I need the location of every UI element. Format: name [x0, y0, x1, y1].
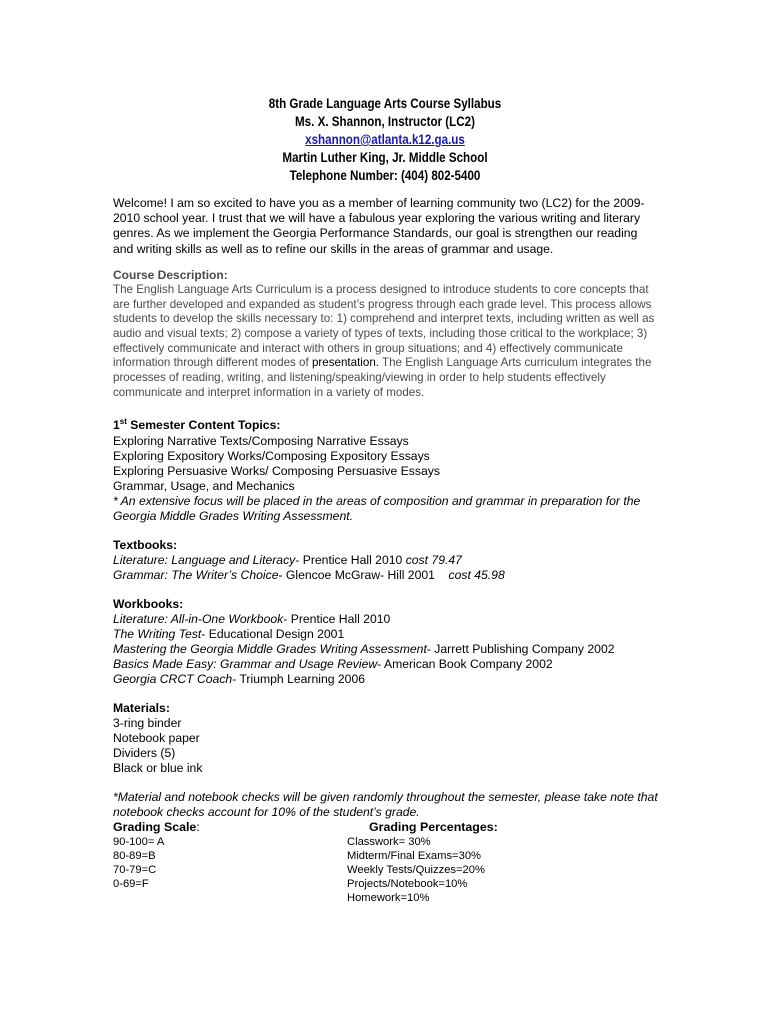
material-item: Black or blue ink — [113, 760, 203, 775]
semester-heading-num: 1 — [113, 418, 120, 433]
materials-heading: Materials: — [113, 700, 170, 715]
grading-scale-heading: Grading Scale — [113, 819, 197, 834]
material-item: Dividers (5) — [113, 745, 176, 760]
grading-columns — [113, 835, 658, 907]
workbook-title: Literature: All-in-One Workbook — [113, 611, 284, 626]
textbook-publisher: - Prentice Hall 2010 — [295, 552, 406, 567]
textbook-cost: cost 45.98 — [448, 567, 505, 582]
phone-line: Telephone Number: (404) 802-5400 — [289, 168, 481, 183]
semester-topics-section — [113, 414, 658, 523]
textbook-publisher: - Glencoe McGraw- Hill 2001 — [278, 567, 449, 582]
workbook-item — [113, 657, 658, 672]
topic-item: Exploring Narrative Texts/Composing Narrative Essays — [113, 433, 409, 448]
workbook-publisher: - American Book Company 2002 — [377, 656, 553, 671]
course-description-part1: The English Language Arts Curriculum is a process designed to introduce students to core concepts that are further developed and expanded as student’s progress through each grade level. This process allows students to develop the skills necessary to: 1) comprehend and interpret texts, including written as well as audio and visual texts; 2) compose a variety of types of texts, including those critical to the workplace; 3) effectively communicate and interact with others in group situations; and 4) effectively communicate information through different modes of — [113, 282, 655, 370]
materials-note: *Material and notebook checks will be given randomly throughout the semester, please take note that notebook checks account for 10% of the student’s grade. — [113, 789, 658, 819]
material-item: 3-ring binder — [113, 715, 182, 730]
semester-heading-rest: Semester Content Topics: — [126, 418, 281, 433]
textbook-cost: cost 79.47 — [405, 552, 462, 567]
workbook-title: The Writing Test — [113, 626, 202, 641]
semester-heading-sup: st — [119, 417, 127, 427]
workbook-title: Georgia CRCT Coach — [113, 671, 233, 686]
grade-percent-item: Classwork= 30% — [347, 835, 431, 848]
topic-item: Exploring Expository Works/Composing Expository Essays — [113, 448, 430, 463]
workbook-title: Mastering the Georgia Middle Grades Writing Assessment — [113, 641, 427, 656]
material-item: Notebook paper — [113, 730, 200, 745]
document-header — [54, 95, 716, 185]
welcome-paragraph: Welcome! I am so excited to have you as a member of learning community two (LC2) for the 2009-2010 school year. I trust that we will have a fabulous year exploring the various writing and literary genres. As we implement the Georgia Performance Standards, our goal is strengthen our reading and writing skills as well as to refine our skills in the areas of grammar and usage. — [113, 196, 645, 256]
school-name: Martin Luther King, Jr. Middle School — [282, 150, 488, 165]
grade-percent-item: Homework=10% — [347, 891, 430, 904]
grade-scale-item: 90-100= A — [113, 835, 165, 848]
materials-section — [113, 701, 658, 820]
textbook-item — [113, 553, 658, 568]
textbook-title: Grammar: The Writer’s Choice — [113, 567, 279, 582]
semester-note: * An extensive focus will be placed in the areas of composition and grammar in preparation for the Georgia Middle Grades Writing Assessment. — [113, 493, 641, 523]
document-body — [113, 196, 658, 907]
grading-section — [113, 820, 658, 907]
grading-scale-list — [113, 835, 164, 891]
grade-percent-item: Midterm/Final Exams=30% — [347, 849, 481, 862]
topic-item: Grammar, Usage, and Mechanics — [113, 478, 295, 493]
grading-headings — [113, 820, 658, 835]
grade-scale-item: 0-69=F — [113, 877, 149, 890]
course-description-text — [113, 283, 658, 401]
workbook-publisher: - Triumph Learning 2006 — [232, 671, 366, 686]
grade-scale-item: 80-89=B — [113, 849, 156, 862]
course-description-part2: The English Language Arts curriculum integrates the processes of reading, writing, and listening/speaking/viewing in order to help students effectively communicate and interpret information in a variety of modes. — [113, 356, 652, 399]
email-link[interactable]: xshannon@atlanta.k12.ga.us — [305, 132, 465, 147]
textbooks-section — [113, 538, 658, 583]
workbook-publisher: - Educational Design 2001 — [201, 626, 345, 641]
grading-percentages-heading: Grading Percentages: — [369, 819, 498, 834]
grading-scale-colon: : — [196, 819, 200, 834]
workbooks-heading: Workbooks: — [113, 596, 184, 611]
topic-item: Exploring Persuasive Works/ Composing Persuasive Essays — [113, 463, 440, 478]
document-title: 8th Grade Language Arts Course Syllabus — [268, 96, 502, 111]
workbook-title: Basics Made Easy: Grammar and Usage Review — [113, 656, 378, 671]
textbook-item — [113, 568, 658, 583]
workbook-publisher: - Prentice Hall 2010 — [283, 611, 391, 626]
course-description-heading: Course Description: — [113, 267, 228, 282]
course-description-presentation: presentation. — [311, 356, 379, 370]
textbooks-heading: Textbooks: — [113, 537, 178, 552]
grading-percentages-list — [347, 835, 485, 905]
workbook-item — [113, 642, 658, 657]
workbook-item — [113, 672, 658, 687]
workbook-publisher: - Jarrett Publishing Company 2002 — [426, 641, 615, 656]
workbook-item — [113, 627, 658, 642]
grade-percent-item: Weekly Tests/Quizzes=20% — [347, 863, 485, 876]
grade-percent-item: Projects/Notebook=10% — [347, 877, 468, 890]
instructor-line: Ms. X. Shannon, Instructor (LC2) — [295, 114, 475, 129]
workbooks-section — [113, 597, 658, 687]
semester-heading — [113, 414, 658, 433]
course-description-section — [113, 268, 658, 401]
grade-scale-item: 70-79=C — [113, 863, 157, 876]
workbook-item — [113, 612, 658, 627]
textbook-title: Literature: Language and Literacy — [113, 552, 296, 567]
